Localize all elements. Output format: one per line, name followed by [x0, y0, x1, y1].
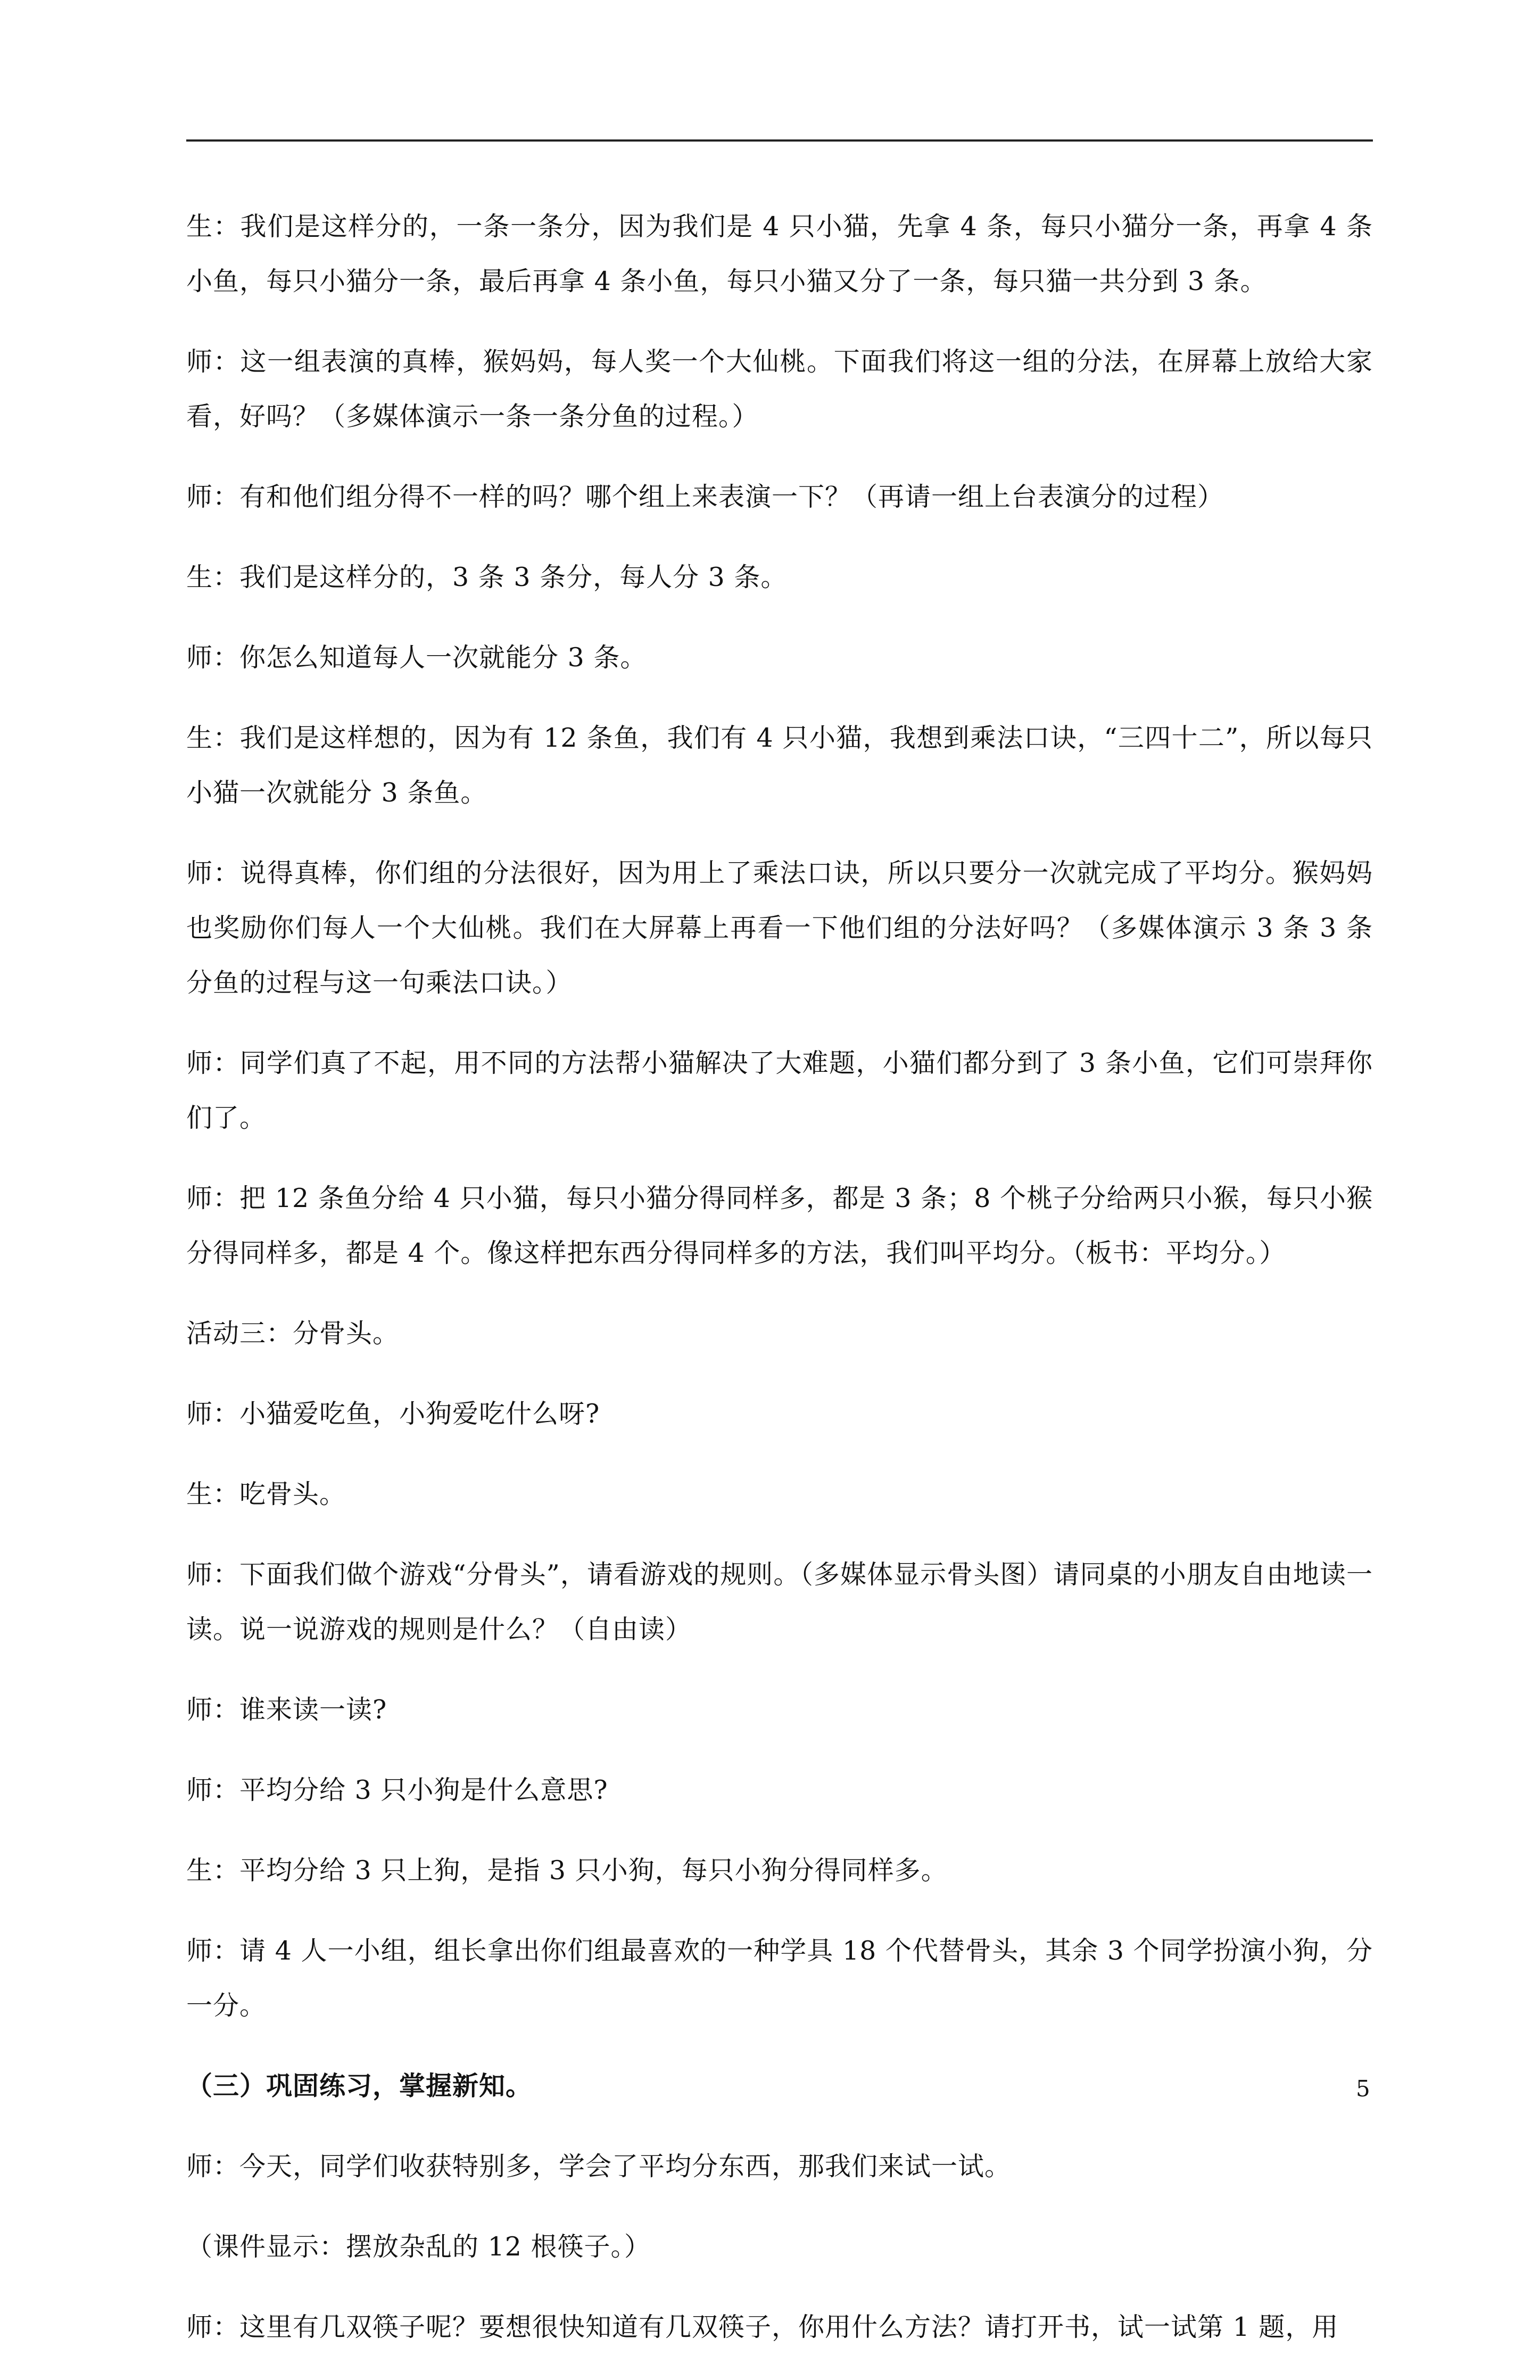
paragraph: 生：我们是这样分的，3 条 3 条分，每人分 3 条。 [186, 562, 788, 592]
paragraph: 师：你怎么知道每人一次就能分 3 条。 [186, 642, 647, 673]
paragraph: 师：请 4 人一小组，组长拿出你们组最喜欢的一种学具 18 个代替骨头，其余 3 个同学扮演小狗，分一分。 [186, 1936, 1373, 2021]
paragraph: 师：说得真棒，你们组的分法很好，因为用上了乘法口诀，所以只要分一次就完成了平均分。猴妈妈也奖励你们每人一个大仙桃。我们在大屏幕上再看一下他们组的分法好吗？（多媒体演示 3 条 3 条分鱼的过程与这一句乘法口诀。） [186, 858, 1373, 998]
paragraph: 师：今天，同学们收获特别多，学会了平均分东西，那我们来试一试。 [186, 2151, 1012, 2181]
paragraph: 生：我们是这样想的，因为有 12 条鱼，我们有 4 只小猫，我想到乘法口诀，“三四十二”，所以每只小猫一次就能分 3 条鱼。 [186, 723, 1373, 808]
section-heading: （三）巩固练习，掌握新知。 [186, 2070, 533, 2101]
paragraph: 师：这里有几双筷子呢？要想很快知道有几双筷子，你用什么方法？请打开书，试一试第 1 题，用 [186, 2312, 1339, 2342]
paragraph: 生：我们是这样分的，一条一条分，因为我们是 4 只小猫，先拿 4 条，每只小猫分一条，再拿 4 条小鱼，每只小猫分一条，最后再拿 4 条小鱼，每只小猫又分了一条，每只猫一共分到 3 条。 [186, 211, 1373, 296]
paragraph: 生：吃骨头。 [186, 1479, 346, 1509]
activity-heading: 活动三：分骨头。 [186, 1318, 400, 1349]
paragraph: 师：有和他们组分得不一样的吗？哪个组上来表演一下？（再请一组上台表演分的过程） [186, 482, 1224, 512]
paragraph: 师：谁来读一读? [186, 1695, 387, 1725]
page-number: 5 [1356, 2076, 1370, 2102]
paragraph: 师：下面我们做个游戏“分骨头”，请看游戏的规则。（多媒体显示骨头图）请同桌的小朋友自由地读一读。说一说游戏的规则是什么？（自由读） [186, 1559, 1373, 1644]
body-text [186, 199, 1373, 2380]
paragraph: 师：同学们真了不起，用不同的方法帮小猫解决了大难题，小猫们都分到了 3 条小鱼，它们可崇拜你们了。 [186, 1048, 1373, 1133]
header-rule [186, 139, 1373, 142]
paragraph: 师：这一组表演的真棒，猴妈妈，每人奖一个大仙桃。下面我们将这一组的分法，在屏幕上放给大家看，好吗？（多媒体演示一条一条分鱼的过程。） [186, 346, 1373, 432]
paragraph: （课件显示：摆放杂乱的 12 根筷子。） [186, 2232, 651, 2262]
paragraph: 师：平均分给 3 只小狗是什么意思? [186, 1775, 608, 1805]
paragraph: 师：小猫爱吃鱼，小狗爱吃什么呀? [186, 1399, 600, 1429]
paragraph: 师：把 12 条鱼分给 4 只小猫，每只小猫分得同样多，都是 3 条；8 个桃子分给两只小猴，每只小猴分得同样多，都是 4 个。像这样把东西分得同样多的方法，我们叫平均分。（板书：平均分。） [186, 1183, 1373, 1268]
paragraph: 生：平均分给 3 只上狗，是指 3 只小狗，每只小狗分得同样多。 [186, 1855, 948, 1886]
